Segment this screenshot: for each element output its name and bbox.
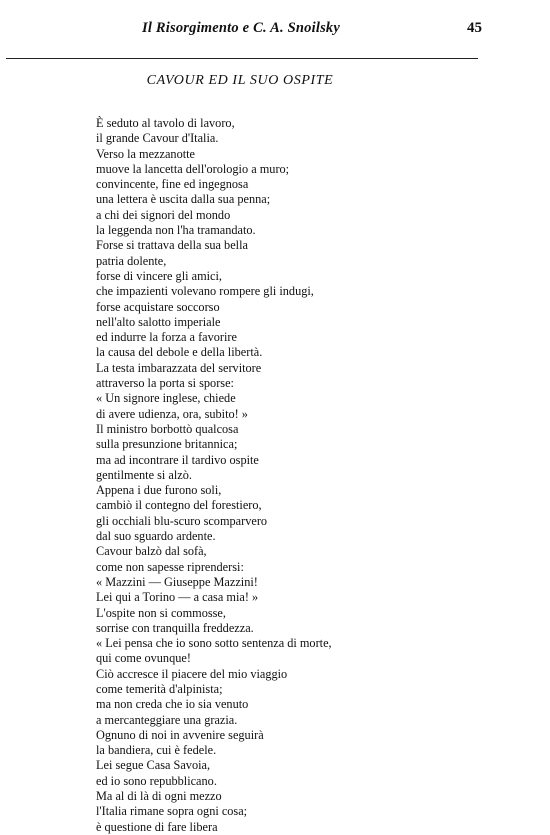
running-title: Il Risorgimento e C. A. Snoilsky xyxy=(141,20,341,36)
verse-line: sorrise con tranquilla freddezza. xyxy=(96,620,254,635)
verse-line: forse di vincere gli amici, xyxy=(96,268,222,283)
verse-line: l'Italia rimane sopra ogni cosa; xyxy=(96,804,248,819)
verse-line: a chi dei signori del mondo xyxy=(96,207,231,222)
verse-line: muove la lancetta dell'orologio a muro; xyxy=(96,161,290,176)
verse-line: una lettera è uscita dalla sua penna; xyxy=(96,192,271,207)
verse-line: Lei segue Casa Savoia, xyxy=(96,758,211,773)
verse-line: il grande Cavour d'Italia. xyxy=(96,131,219,146)
verse-line: Verso la mezzanotte xyxy=(96,146,196,161)
verse-line: qui come ovunque! xyxy=(96,651,191,666)
verse-line: ma ad incontrare il tardivo ospite xyxy=(96,452,259,467)
verse-line: cambiò il contegno del forestiero, xyxy=(96,498,262,513)
verse-line: Appena i due furono soli, xyxy=(96,483,222,498)
verse-line: La testa imbarazzata del servitore xyxy=(96,360,262,375)
verse-line: come temerità d'alpinista; xyxy=(96,681,223,696)
poem-body xyxy=(96,116,536,835)
verse-line: L'ospite non si commosse, xyxy=(96,605,226,620)
verse-line: Ognuno di noi in avvenire seguirà xyxy=(96,727,264,742)
verse-line: è questione di fare libera xyxy=(96,819,218,834)
poem-title: CAVOUR ED IL SUO OSPITE xyxy=(146,73,334,88)
verse-line: gli occhiali blu-scuro scomparvero xyxy=(96,513,268,528)
verse-line: ed io sono repubblicano. xyxy=(96,773,217,788)
running-header xyxy=(0,18,550,42)
verse-line: di avere udienza, ora, subito! » xyxy=(96,406,248,421)
verse-line: dal suo sguardo ardente. xyxy=(96,529,216,544)
verse-line: « Lei pensa che io sono sotto sentenza di morte, xyxy=(96,636,332,651)
verse-line: Lei qui a Torino — a casa mia! » xyxy=(96,590,259,605)
page-number: 45 xyxy=(467,20,482,36)
verse-line: ma non creda che io sia venuto xyxy=(96,697,249,712)
verse-line: « Un signore inglese, chiede xyxy=(96,391,236,406)
verse-line: patria dolente, xyxy=(96,253,167,268)
verse-line: la bandiera, cui è fedele. xyxy=(96,743,217,758)
verse-line: la leggenda non l'ha tramandato. xyxy=(96,223,256,238)
verse-line: Ciò accresce il piacere del mio viaggio xyxy=(96,666,288,681)
verse-line: Cavour balzò dal sofà, xyxy=(96,544,207,559)
verse-line: forse acquistare soccorso xyxy=(96,299,220,314)
verse-line: sulla presunzione britannica; xyxy=(96,437,238,452)
verse-line: a mercanteggiare una grazia. xyxy=(96,712,238,727)
verse-line: come non sapesse riprendersi: xyxy=(96,559,244,574)
verse-line: Ma al di là di ogni mezzo xyxy=(96,789,222,804)
verse-line: Forse si trattava della sua bella xyxy=(96,238,248,253)
verse-line: attraverso la porta si sporse: xyxy=(96,376,234,391)
verse-line: È seduto al tavolo di lavoro, xyxy=(96,116,235,130)
header-rule xyxy=(6,58,478,59)
verse-line: Il ministro borbottò qualcosa xyxy=(96,421,239,436)
verse-line: nell'alto salotto imperiale xyxy=(96,314,221,329)
verse-line: la causa del debole e della libertà. xyxy=(96,345,263,360)
verse-line: gentilmente si alzò. xyxy=(96,467,192,482)
verse-line: ed indurre la forza a favorire xyxy=(96,330,237,345)
verse-line: convincente, fine ed ingegnosa xyxy=(96,177,249,192)
verse-line: « Mazzini — Giuseppe Mazzini! xyxy=(96,574,258,589)
verse-line: che impazienti volevano rompere gli indugi, xyxy=(96,284,314,299)
